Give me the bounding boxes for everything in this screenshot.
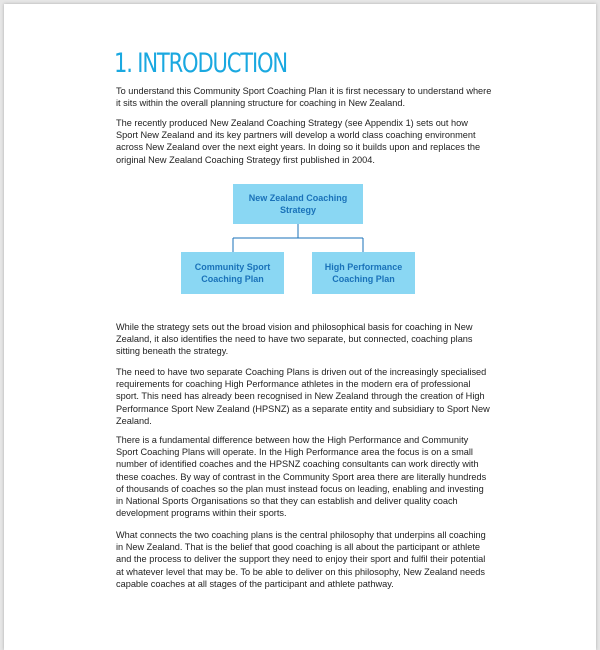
paragraph-5: There is a fundamental difference between how the High Performance and Community Sport Coaching Plans will operate. In the High Performance area the focus is on a small number of identified coaches and the HPSNZ coaching consultants can work directly with these coaches. By way of contrast in the Community Sport area there are literally hundreds of thousands of coaches so the plan must instead focus on leading, enabling and investing in National Sports Organisations so that they can establish and deliver quality coach development programs within their sports. <box>116 435 487 519</box>
diagram-node-label: High Performance Coaching Plan <box>324 262 403 284</box>
paragraph-3: While the strategy sets out the broad vision and philosophical basis for coaching in New Zealand, it also identifies the need to have two separate, but connected, coaching plans sitting beneath the strategy. <box>116 322 473 357</box>
paragraph-2: The recently produced New Zealand Coaching Strategy (see Appendix 1) sets out how Sport New Zealand and its key partners will develop a world class coaching environment across New Zealand over the next eight years. In doing so it builds upon and replaces the original New Zealand Coaching Strategy first published in 2004. <box>116 118 481 165</box>
diagram-node-community-sport-plan <box>181 252 284 294</box>
diagram-node-label: New Zealand Coaching Strategy <box>248 193 348 215</box>
diagram-node-high-performance-plan <box>312 252 415 294</box>
paragraph-6: What connects the two coaching plans is the central philosophy that underpins all coaching in New Zealand. That is the belief that good coaching is all about the participant or athlete and the process to deliver the support they need to enjoy their sport and fulfil their potential at whatever level that may be. To be able to deliver on this philosophy, New Zealand needs capable coaches at all stages of the participant and athlete pathway. <box>116 530 486 589</box>
section-title: 1. INTRODUCTION <box>114 48 288 79</box>
diagram-node-label: Community Sport Coaching Plan <box>194 262 271 284</box>
diagram-node-coaching-strategy <box>233 184 363 224</box>
paragraph-4: The need to have two separate Coaching Plans is driven out of the increasingly specialised requirements for coaching High Performance athletes in the modern era of professional sport. This need has already been recognised in New Zealand through the creation of High Performance Sport New Zealand (HPSNZ) as a separate entity and subsidiary to Sport New Zealand. <box>116 367 490 426</box>
paragraph-1: To understand this Community Sport Coaching Plan it is first necessary to understand where it sits within the overall planning structure for coaching in New Zealand. <box>116 86 492 109</box>
